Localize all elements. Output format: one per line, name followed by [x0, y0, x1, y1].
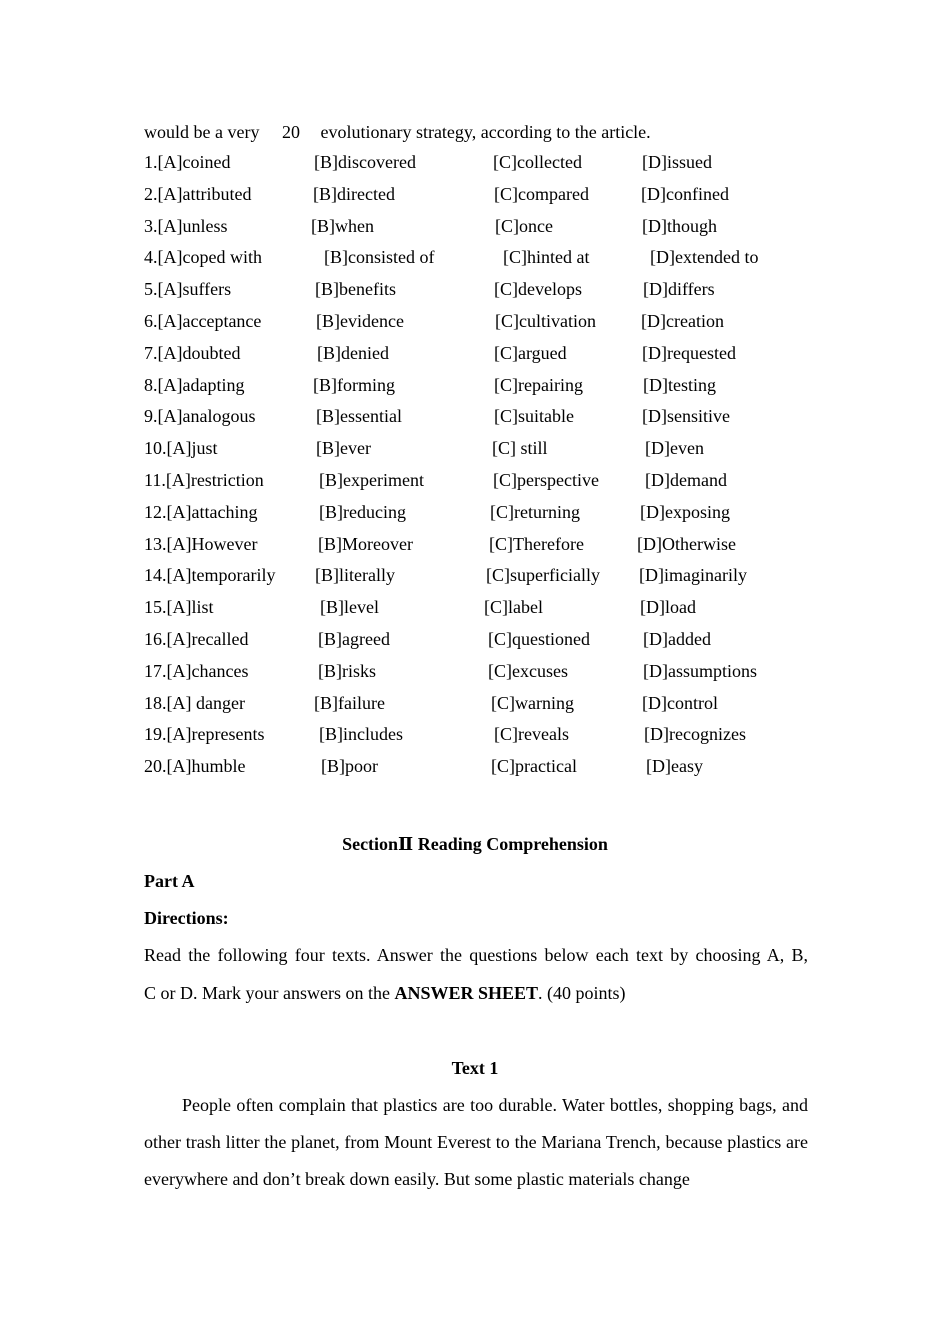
- option-a: 16.[A]recalled: [144, 629, 249, 649]
- option-row-16: [144, 628, 824, 650]
- option-b: [B]evidence: [316, 311, 404, 331]
- text1-title: Text 1: [451, 1058, 499, 1078]
- option-a: 11.[A]restriction: [144, 470, 264, 490]
- option-row-3: [144, 215, 824, 237]
- option-c: [C]once: [495, 215, 553, 236]
- option-a: 18.[A] danger: [144, 692, 245, 713]
- option-d: [D]recognizes: [644, 724, 746, 745]
- option-c: [C]repairing: [494, 374, 583, 395]
- option-c: [C]label: [484, 597, 543, 618]
- text1-paragraph: People often complain that plastics are too durable. Water bottles, shopping bags, and other trash litter the planet, from Mount Everest to the Mariana Trench, because plastics are everywhere and don’t break down easily. But some plastic materials change: [144, 1095, 808, 1189]
- option-b: [B]consisted of: [324, 247, 435, 268]
- option-row-20: [144, 755, 824, 777]
- option-b: [B]level: [320, 597, 379, 618]
- option-row-12: [144, 501, 824, 523]
- option-c: [C]cultivation: [495, 311, 596, 331]
- option-a: 17.[A]chances: [144, 660, 249, 681]
- option-a: 9.[A]analogous: [144, 406, 256, 427]
- option-b: [B]when: [311, 215, 374, 236]
- option-row-13: [144, 533, 824, 555]
- option-row-18: [144, 692, 824, 714]
- option-c: [C]perspective: [493, 470, 599, 490]
- answer-sheet-label: ANSWER SHEET: [394, 983, 538, 1003]
- text1-body: [144, 1087, 808, 1198]
- option-c: [C]questioned: [488, 629, 590, 649]
- option-a: 4.[A]coped with: [144, 247, 262, 268]
- option-row-17: [144, 660, 824, 682]
- option-c: [C]compared: [494, 183, 589, 204]
- directions-line-1: Read the following four texts. Answer the questions below each text by choosing A, B,: [144, 945, 808, 965]
- option-b: [B]experiment: [319, 470, 424, 490]
- option-c: [C]returning: [490, 501, 580, 522]
- option-row-4: [144, 246, 824, 268]
- option-c: [C]suitable: [494, 406, 574, 427]
- option-d: [D]control: [642, 692, 718, 713]
- option-d: [D]load: [640, 597, 696, 618]
- part-title: Part A: [144, 871, 195, 891]
- option-a: 13.[A]However: [144, 533, 258, 554]
- option-a: 6.[A]acceptance: [144, 311, 262, 331]
- option-a: 20.[A]humble: [144, 756, 246, 777]
- option-row-8: [144, 374, 824, 396]
- option-row-15: [144, 596, 824, 618]
- section-title: SectionⅡ Reading Comprehension: [342, 834, 608, 854]
- option-a: 8.[A]adapting: [144, 374, 245, 395]
- option-b: [B]essential: [316, 406, 402, 427]
- option-b: [B]denied: [317, 342, 389, 363]
- option-b: [B]Moreover: [318, 533, 413, 554]
- option-c: [C]develops: [494, 279, 582, 300]
- intro-before: would be a very: [144, 122, 260, 142]
- directions-line-2-before: C or D. Mark your answers on the: [144, 983, 395, 1003]
- option-c: [C]Therefore: [489, 533, 584, 554]
- option-b: [B]includes: [319, 724, 403, 745]
- option-d: [D]added: [643, 629, 711, 649]
- option-d: [D]requested: [642, 342, 736, 363]
- option-c: [C]warning: [491, 692, 574, 713]
- option-d: [D]demand: [645, 470, 727, 490]
- option-row-11: [144, 469, 824, 491]
- option-a: 7.[A]doubted: [144, 342, 241, 363]
- option-d: [D]creation: [641, 311, 724, 331]
- directions-line-2-after: . (40 points): [538, 983, 626, 1003]
- option-b: [B]failure: [314, 692, 385, 713]
- option-b: [B]risks: [318, 660, 376, 681]
- option-d: [D]even: [645, 438, 704, 459]
- option-a: 19.[A]represents: [144, 724, 265, 745]
- option-b: [B]agreed: [318, 629, 390, 649]
- option-a: 15.[A]list: [144, 597, 214, 618]
- option-c: [C]hinted at: [503, 247, 590, 268]
- option-b: [B]benefits: [315, 279, 396, 300]
- option-b: [B]discovered: [314, 152, 416, 172]
- option-c: [C] still: [492, 438, 548, 459]
- option-row-19: [144, 723, 824, 745]
- option-b: [B]directed: [313, 183, 395, 204]
- option-b: [B]forming: [313, 374, 395, 395]
- option-d: [D]assumptions: [643, 660, 757, 681]
- option-c: [C]argued: [494, 342, 567, 363]
- intro-after: evolutionary strategy, according to the article.: [320, 122, 651, 142]
- option-b: [B]poor: [321, 756, 378, 777]
- option-c: [C]reveals: [494, 724, 569, 745]
- option-d: [D]confined: [641, 183, 729, 204]
- option-row-14: [144, 564, 824, 586]
- option-a: 14.[A]temporarily: [144, 565, 276, 586]
- option-d: [D]exposing: [640, 501, 730, 522]
- directions-label: Directions:: [144, 908, 229, 928]
- option-d: [D]differs: [643, 279, 715, 300]
- intro-line: [144, 121, 651, 143]
- option-row-7: [144, 342, 824, 364]
- option-d: [D]extended to: [650, 247, 759, 268]
- option-a: 3.[A]unless: [144, 215, 228, 236]
- option-d: [D]imaginarily: [639, 565, 747, 586]
- option-row-1: [144, 151, 824, 173]
- option-row-5: [144, 278, 824, 300]
- directions-line-2: [144, 982, 626, 1004]
- option-d: [D]sensitive: [642, 406, 730, 427]
- option-c: [C]practical: [491, 756, 577, 777]
- option-a: 1.[A]coined: [144, 152, 231, 172]
- option-row-6: [144, 310, 824, 332]
- option-a: 12.[A]attaching: [144, 501, 258, 522]
- option-c: [C]excuses: [488, 660, 568, 681]
- option-d: [D]testing: [643, 374, 716, 395]
- option-a: 10.[A]just: [144, 438, 218, 459]
- option-a: 2.[A]attributed: [144, 183, 252, 204]
- option-c: [C]superficially: [486, 565, 600, 586]
- option-d: [D]Otherwise: [637, 533, 736, 554]
- option-b: [B]literally: [315, 565, 395, 586]
- option-d: [D]easy: [646, 756, 703, 777]
- option-b: [B]reducing: [319, 501, 406, 522]
- option-row-9: [144, 405, 824, 427]
- option-d: [D]issued: [642, 152, 712, 172]
- option-a: 5.[A]suffers: [144, 279, 232, 300]
- option-c: [C]collected: [493, 152, 582, 172]
- option-row-10: [144, 437, 824, 459]
- option-d: [D]though: [642, 215, 717, 236]
- option-b: [B]ever: [316, 438, 371, 459]
- intro-blank-number: 20: [281, 122, 300, 142]
- option-row-2: [144, 183, 824, 205]
